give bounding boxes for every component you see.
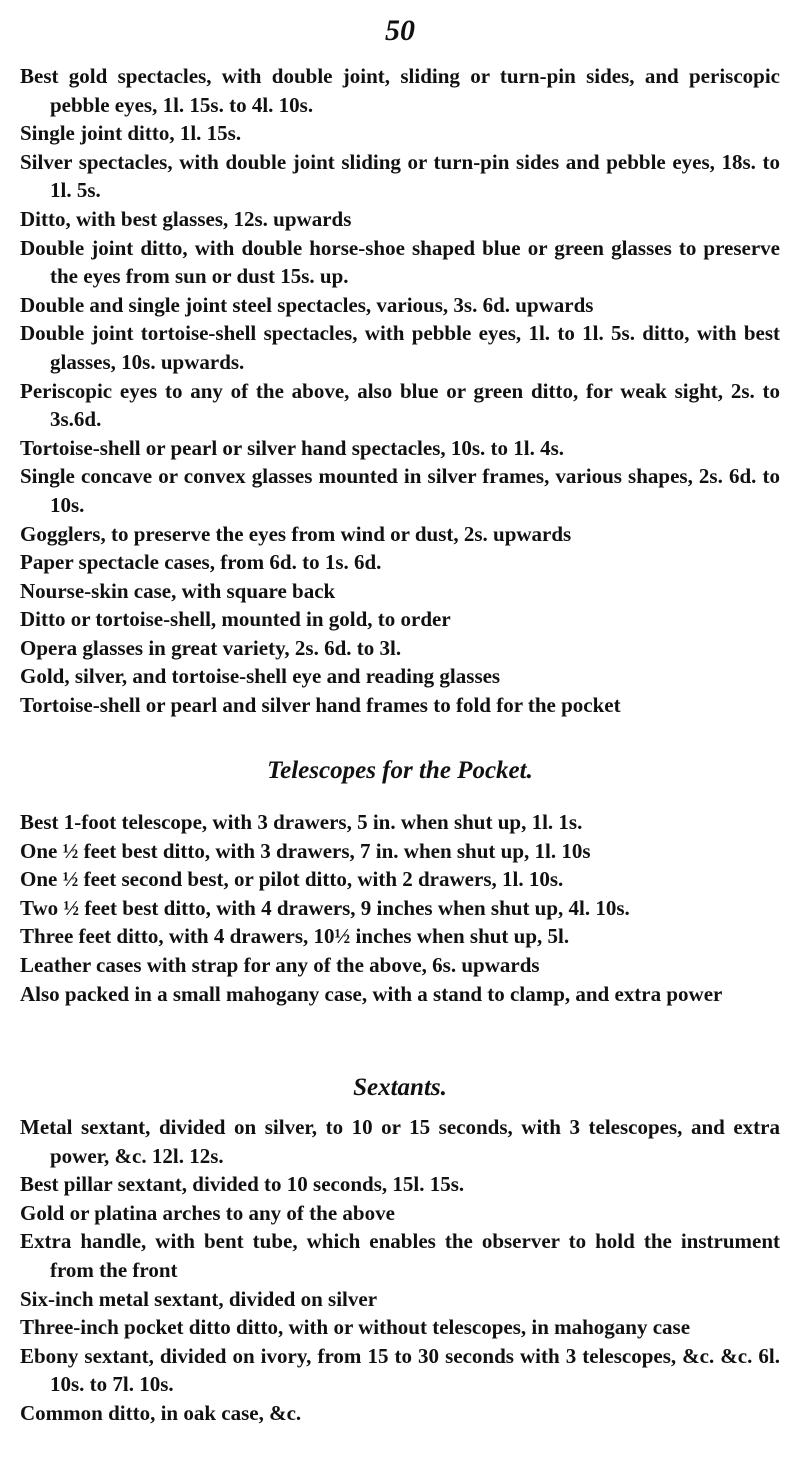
list-item: Single concave or convex glasses mounted in silver frames, various shapes, 2s. 6d. to 10s. [20, 464, 780, 517]
page-number: 50 [385, 14, 415, 47]
list-item: Six-inch metal sextant, divided on silver [20, 1286, 378, 1311]
list-item: Also packed in a small mahogany case, with a stand to clamp, and extra power [20, 981, 723, 1006]
list-item: Metal sextant, divided on silver, to 10 or 15 seconds, with 3 telescopes, and extra power, &c. 12l. 12s. [20, 1115, 780, 1168]
list-item: Best 1-foot telescope, with 3 drawers, 5 in. when shut up, 1l. 1s. [20, 810, 583, 834]
list-item: Three feet ditto, with 4 drawers, 10½ inches when shut up, 5l. [20, 924, 570, 949]
list-item: Gold or platina arches to any of the above [20, 1200, 395, 1225]
list-item: Three-inch pocket ditto ditto, with or without telescopes, in mahogany case [20, 1315, 691, 1340]
list-item: Gold, silver, and tortoise-shell eye and reading glasses [20, 664, 501, 689]
list-item: Common ditto, in oak case, &c. [20, 1400, 302, 1425]
list-item: One ½ feet second best, or pilot ditto, with 2 drawers, 1l. 10s. [20, 867, 564, 892]
list-item: Single joint ditto, 1l. 15s. [20, 121, 242, 146]
list-item: Periscopic eyes to any of the above, also blue or green ditto, for weak sight, 2s. to 3s.6d. [20, 378, 780, 432]
sextants-list [20, 1113, 780, 1428]
spectacles-list [20, 62, 780, 720]
list-item: Ditto or tortoise-shell, mounted in gold, to order [20, 607, 451, 632]
telescopes-list [20, 808, 780, 1008]
list-item: Leather cases with strap for any of the above, 6s. upwards [20, 952, 540, 977]
section-heading-telescopes: Telescopes for the Pocket. [267, 757, 533, 784]
list-item: Opera glasses in great variety, 2s. 6d. to 3l. [20, 635, 402, 660]
list-item: Best pillar sextant, divided to 10 seconds, 15l. 15s. [20, 1172, 465, 1197]
list-item: Silver spectacles, with double joint sliding or turn-pin sides and pebble eyes, 18s. to 1l. 5s. [20, 149, 780, 203]
list-item: Nourse-skin case, with square back [20, 578, 336, 603]
list-item: Tortoise-shell or pearl and silver hand frames to fold for the pocket [20, 693, 621, 718]
list-item: One ½ feet best ditto, with 3 drawers, 7 in. when shut up, 1l. 10s [20, 838, 591, 863]
list-item: Gogglers, to preserve the eyes from wind or dust, 2s. upwards [20, 521, 572, 546]
list-item: Paper spectacle cases, from 6d. to 1s. 6d. [20, 550, 382, 575]
list-item: Tortoise-shell or pearl or silver hand spectacles, 10s. to 1l. 4s. [20, 435, 565, 460]
list-item: Best gold spectacles, with double joint, sliding or turn-pin sides, and periscopic pebble eyes, 1l. 15s. to 4l. 10s. [20, 64, 780, 117]
list-item: Extra handle, with bent tube, which enables the observer to hold the instrument from the front [20, 1229, 780, 1282]
list-item: Double and single joint steel spectacles, various, 3s. 6d. upwards [20, 292, 594, 317]
section-heading-sextants: Sextants. [353, 1074, 447, 1101]
list-item: Double joint tortoise-shell spectacles, with pebble eyes, 1l. to 1l. 5s. ditto, with best glasses, 10s. upwards. [20, 321, 780, 374]
list-item: Two ½ feet best ditto, with 4 drawers, 9 inches when shut up, 4l. 10s. [20, 895, 630, 920]
list-item: Ebony sextant, divided on ivory, from 15 to 30 seconds with 3 telescopes, &c. &c. 6l. 10s. to 7l. 10s. [20, 1343, 780, 1397]
list-item: Double joint ditto, with double horse-shoe shaped blue or green glasses to preserve the eyes from sun or dust 15s. up. [20, 235, 780, 289]
list-item: Ditto, with best glasses, 12s. upwards [20, 206, 352, 231]
